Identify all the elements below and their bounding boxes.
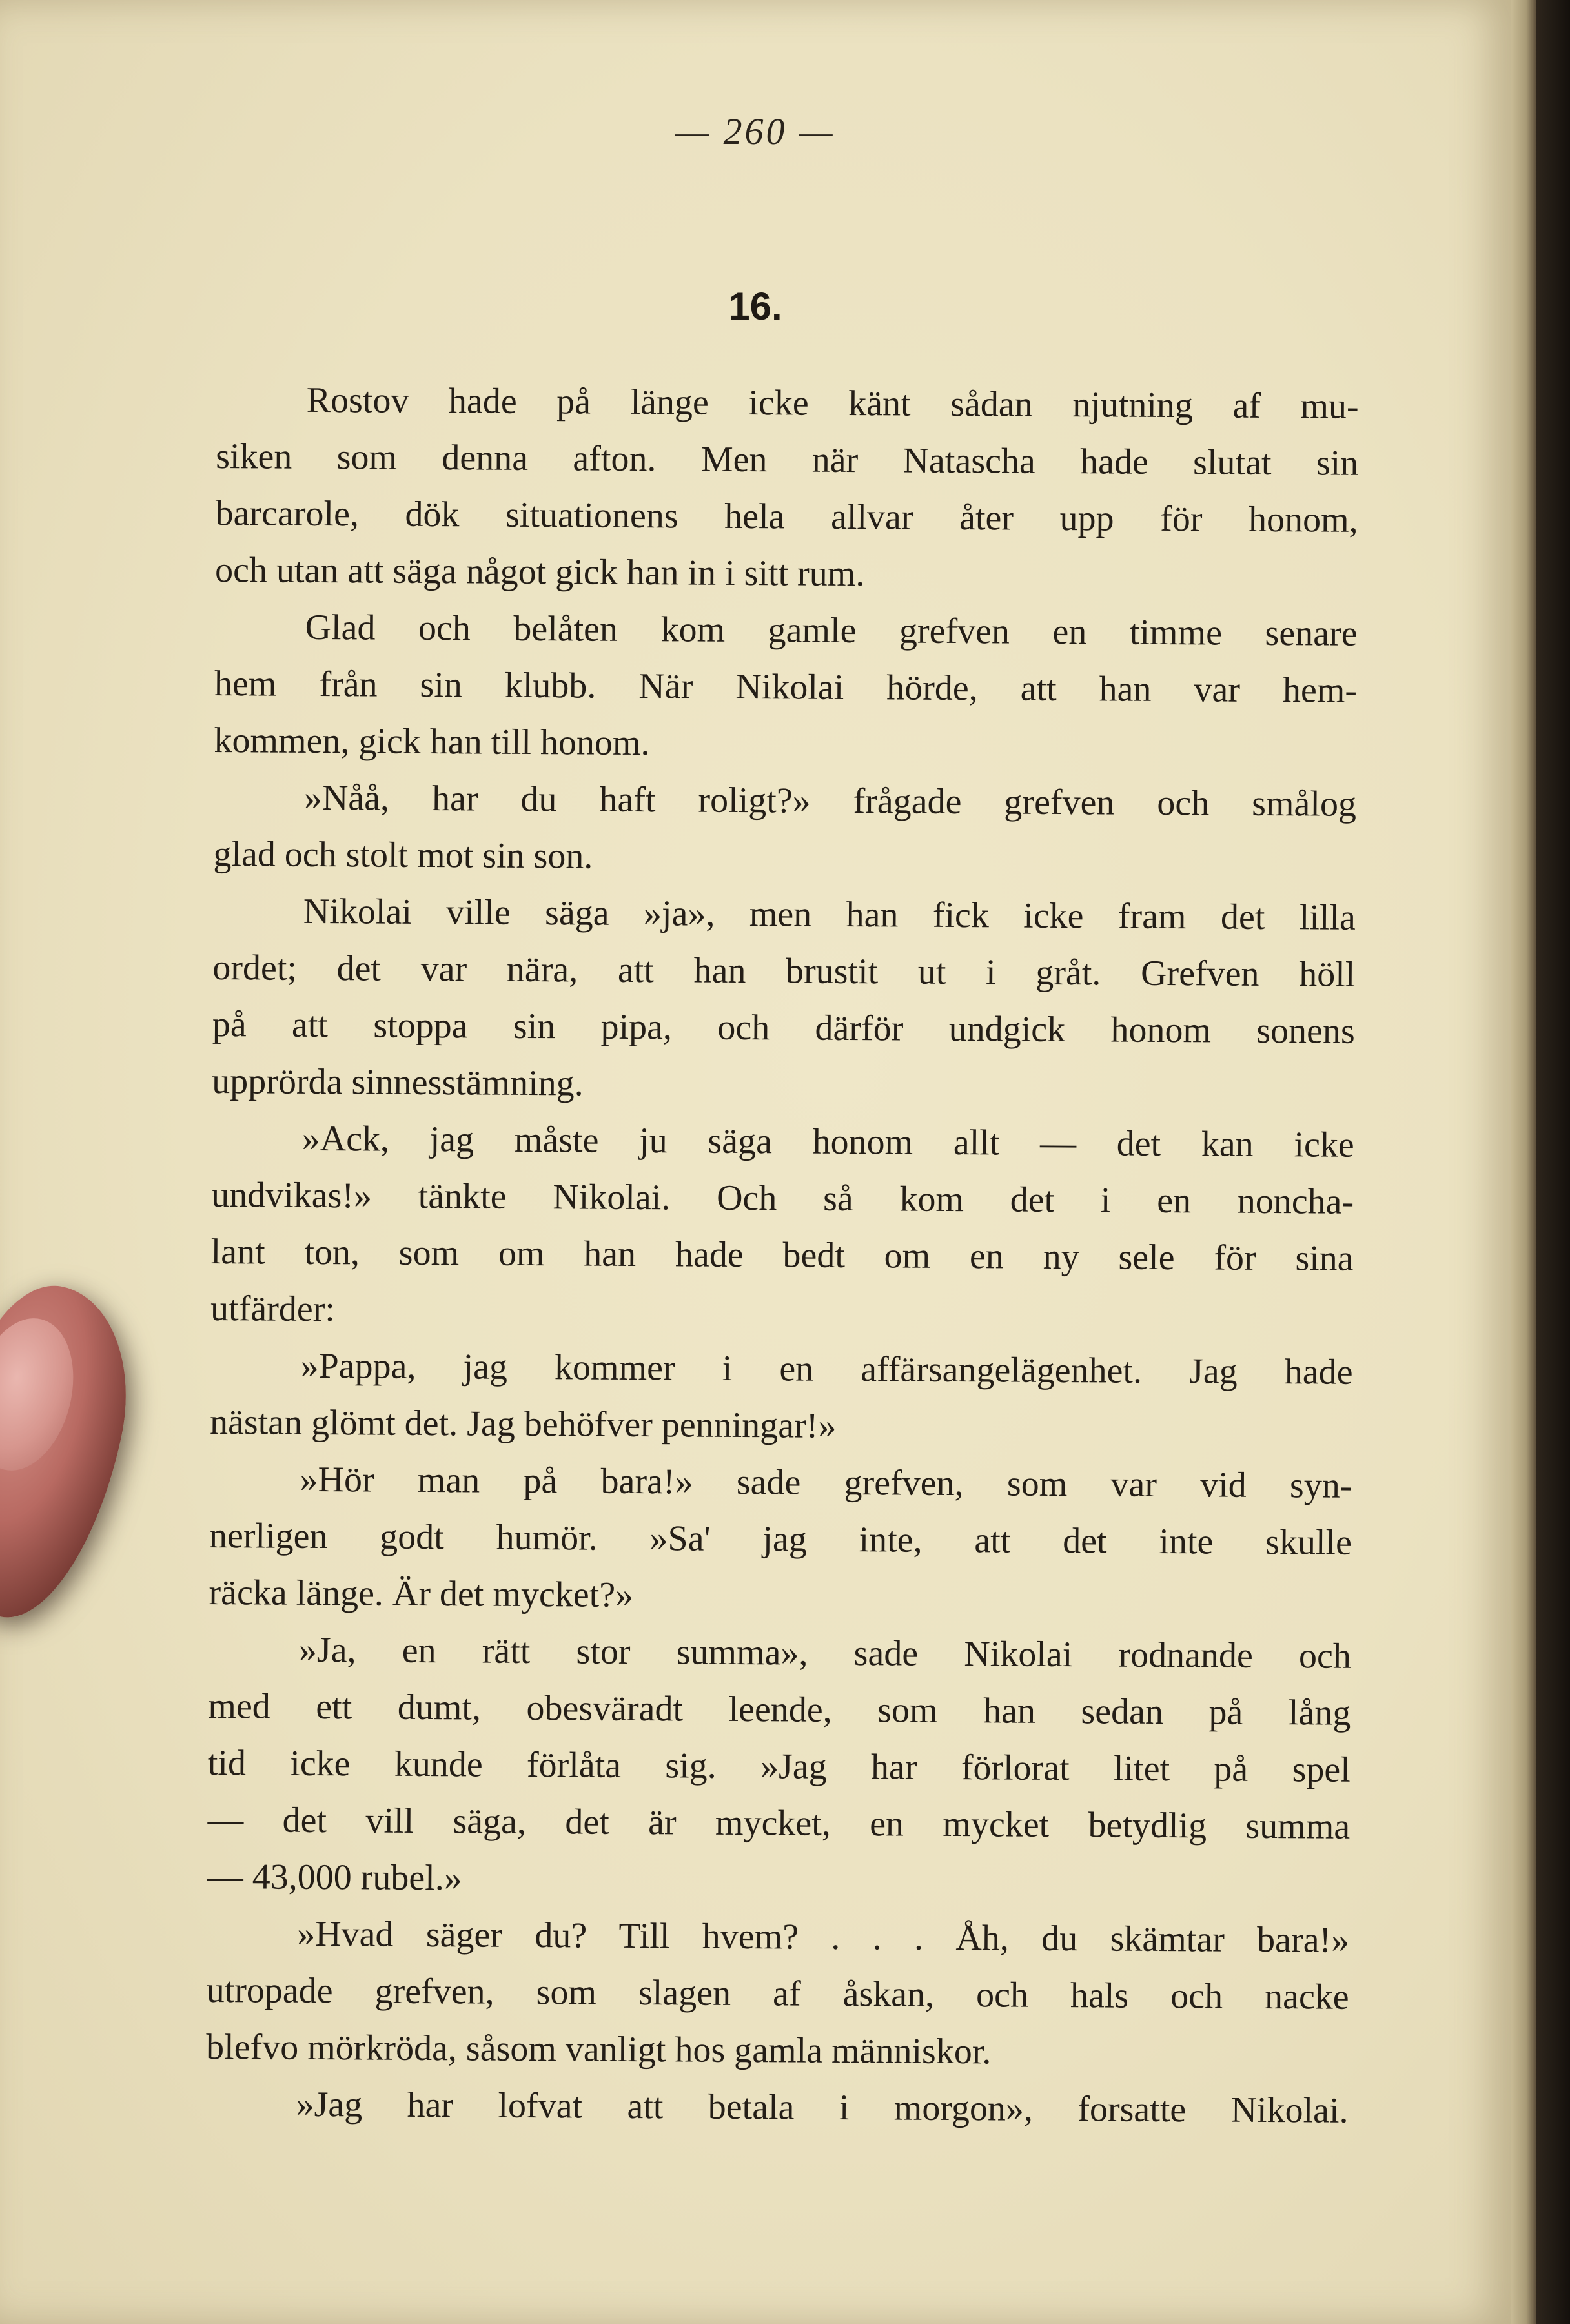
text-line: nästan glömt det. Jag behöfver penningar!» — [209, 1402, 837, 1446]
body-text — [205, 371, 1359, 2139]
text-line: siken som denna afton. Men när Natascha hade slutat sin — [216, 436, 1359, 484]
text-line: »Ack, jag måste ju säga honom allt — det kan icke — [301, 1118, 1354, 1165]
page-edge — [1511, 0, 1536, 2324]
text-line: »Hör man på bara!» sade grefven, som var vid syn- — [300, 1459, 1352, 1506]
text-line: nerligen godt humör. »Sa' jag inte, att det inte skulle — [209, 1515, 1352, 1563]
text-line: upprörda sinnesstämning. — [212, 1061, 584, 1104]
text-line: hem från sin klubb. När Nikolai hörde, att han var hem- — [214, 663, 1358, 711]
text-line: Rostov hade på länge icke känt sådan njutning af mu- — [306, 380, 1359, 427]
page-number: — 260 — — [675, 110, 835, 152]
text-line: utfärder: — [210, 1288, 336, 1330]
text-line: räcka länge. Är det mycket?» — [209, 1572, 634, 1615]
chapter-number: 16. — [728, 285, 782, 328]
text-line: »Hvad säger du? Till hvem? . . . Åh, du skämtar bara!» — [297, 1913, 1350, 1961]
text-line: tid icke kunde förlåta sig. »Jag har förlorat litet på spel — [207, 1742, 1351, 1790]
text-line: blefvo mörkröda, såsom vanligt hos gamla människor. — [205, 2026, 992, 2072]
text-line: lant ton, som om han hade bedt om en ny sele för sina — [210, 1231, 1354, 1279]
text-line: »Ja, en rätt stor summa», sade Nikolai rodnande och — [298, 1629, 1352, 1677]
text-line: på att stoppa sin pipa, och därför undgick honom sonens — [212, 1004, 1355, 1052]
text-line: glad och stolt mot sin son. — [213, 833, 593, 877]
text-line: ordet; det var nära, att han brustit ut i gråt. Grefven höll — [212, 947, 1356, 995]
text-line: utropade grefven, som slagen af åskan, och hals och nacke — [206, 1970, 1349, 2017]
text-line: »Nåå, har du haft roligt?» frågade grefven och smålog — [303, 777, 1357, 824]
text-line: »Pappa, jag kommer i en affärsangelägenhet. Jag hade — [300, 1345, 1353, 1392]
text-line: — 43,000 rubel.» — [207, 1856, 462, 1899]
text-line: och utan att säga något gick han in i sitt rum. — [214, 549, 865, 595]
book-spine-shadow — [1536, 0, 1570, 2324]
text-line: med ett dumt, obesväradt leende, som han sedan på lång — [208, 1686, 1351, 1733]
text-line: Glad och belåten kom gamle grefven en timme senare — [305, 607, 1358, 654]
text-line: undvikas!» tänkte Nikolai. Och så kom det i en noncha- — [211, 1174, 1354, 1222]
text-line: Nikolai ville säga »ja», men han fick icke fram det lilla — [303, 891, 1356, 938]
text-line: — det vill säga, det är mycket, en mycket betydlig summa — [207, 1799, 1351, 1847]
text-line: kommen, gick han till honom. — [214, 720, 650, 764]
text-line: barcarole, dök situationens hela allvar åter upp för honom, — [215, 493, 1358, 540]
text-line: »Jag har lofvat att betala i morgon», forsatte Nikolai. — [296, 2084, 1349, 2131]
